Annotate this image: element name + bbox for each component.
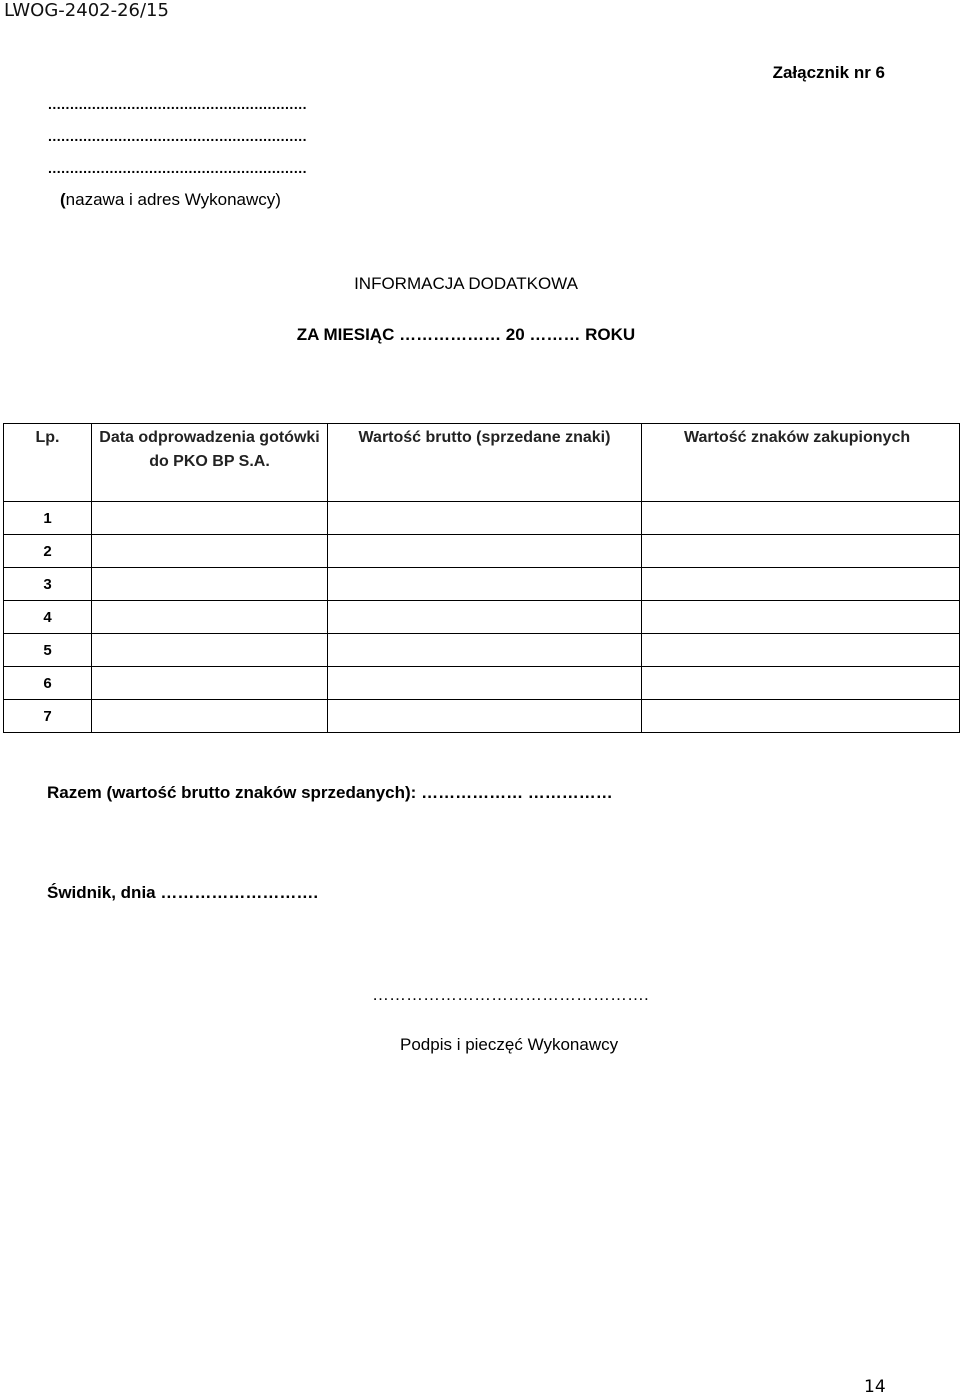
table-row	[4, 535, 960, 568]
cash-date-cell[interactable]	[92, 568, 328, 601]
purchased-value-cell[interactable]	[642, 634, 960, 667]
cash-date-cell[interactable]	[92, 601, 328, 634]
header-lp: Lp.	[4, 424, 92, 502]
page-number: 14	[864, 1377, 886, 1397]
contractor-dots-line-2: ...........................................................	[48, 128, 307, 144]
place-date-line: Świdnik, dnia ……………………….	[47, 883, 319, 902]
row-number: 6	[4, 667, 92, 700]
contractor-dots-line-3: ...........................................................	[48, 160, 307, 176]
table-row	[4, 568, 960, 601]
contractor-caption	[60, 190, 281, 210]
table-row	[4, 502, 960, 535]
caption-open-paren: (	[60, 190, 66, 209]
gross-value-cell[interactable]	[328, 568, 642, 601]
purchased-value-cell[interactable]	[642, 601, 960, 634]
document-title: INFORMACJA DODATKOWA	[354, 274, 578, 293]
gross-value-cell[interactable]	[328, 601, 642, 634]
cash-date-cell[interactable]	[92, 667, 328, 700]
row-number: 1	[4, 502, 92, 535]
gross-value-cell[interactable]	[328, 667, 642, 700]
report-table	[3, 423, 960, 733]
cash-date-cell[interactable]	[92, 502, 328, 535]
row-number: 5	[4, 634, 92, 667]
table-row	[4, 667, 960, 700]
table-row	[4, 700, 960, 733]
purchased-value-cell[interactable]	[642, 502, 960, 535]
gross-value-cell[interactable]	[328, 634, 642, 667]
purchased-value-cell[interactable]	[642, 568, 960, 601]
header-cash-date: Data odprowadzenia gotówki do PKO BP S.A.	[92, 424, 328, 502]
cash-date-cell[interactable]	[92, 634, 328, 667]
cash-date-cell[interactable]	[92, 535, 328, 568]
gross-value-cell[interactable]	[328, 502, 642, 535]
purchased-value-cell[interactable]	[642, 667, 960, 700]
gross-value-cell[interactable]	[328, 700, 642, 733]
gross-value-cell[interactable]	[328, 535, 642, 568]
signature-label: Podpis i pieczęć Wykonawcy	[400, 1035, 619, 1054]
document-id: LWOG-2402-26/15	[4, 0, 169, 21]
signature-line: ………………………………………….	[372, 985, 649, 1004]
table-header-row	[4, 424, 960, 502]
row-number: 2	[4, 535, 92, 568]
purchased-value-cell[interactable]	[642, 535, 960, 568]
purchased-value-cell[interactable]	[642, 700, 960, 733]
annex-label: Załącznik nr 6	[772, 63, 885, 82]
total-line: Razem (wartość brutto znaków sprzedanych): ……………… ……………	[47, 783, 613, 802]
cash-date-cell[interactable]	[92, 700, 328, 733]
contractor-dots-line-1: ...........................................................	[48, 96, 307, 112]
table-row	[4, 634, 960, 667]
row-number: 7	[4, 700, 92, 733]
table-row	[4, 601, 960, 634]
header-purchased-value: Wartość znaków zakupionych	[642, 424, 960, 502]
row-number: 4	[4, 601, 92, 634]
caption-text: nazawa i adres Wykonawcy)	[65, 190, 281, 209]
document-subtitle: ZA MIESIĄC ……………… 20 ……… ROKU	[296, 325, 636, 344]
header-gross-value: Wartość brutto (sprzedane znaki)	[328, 424, 642, 502]
row-number: 3	[4, 568, 92, 601]
